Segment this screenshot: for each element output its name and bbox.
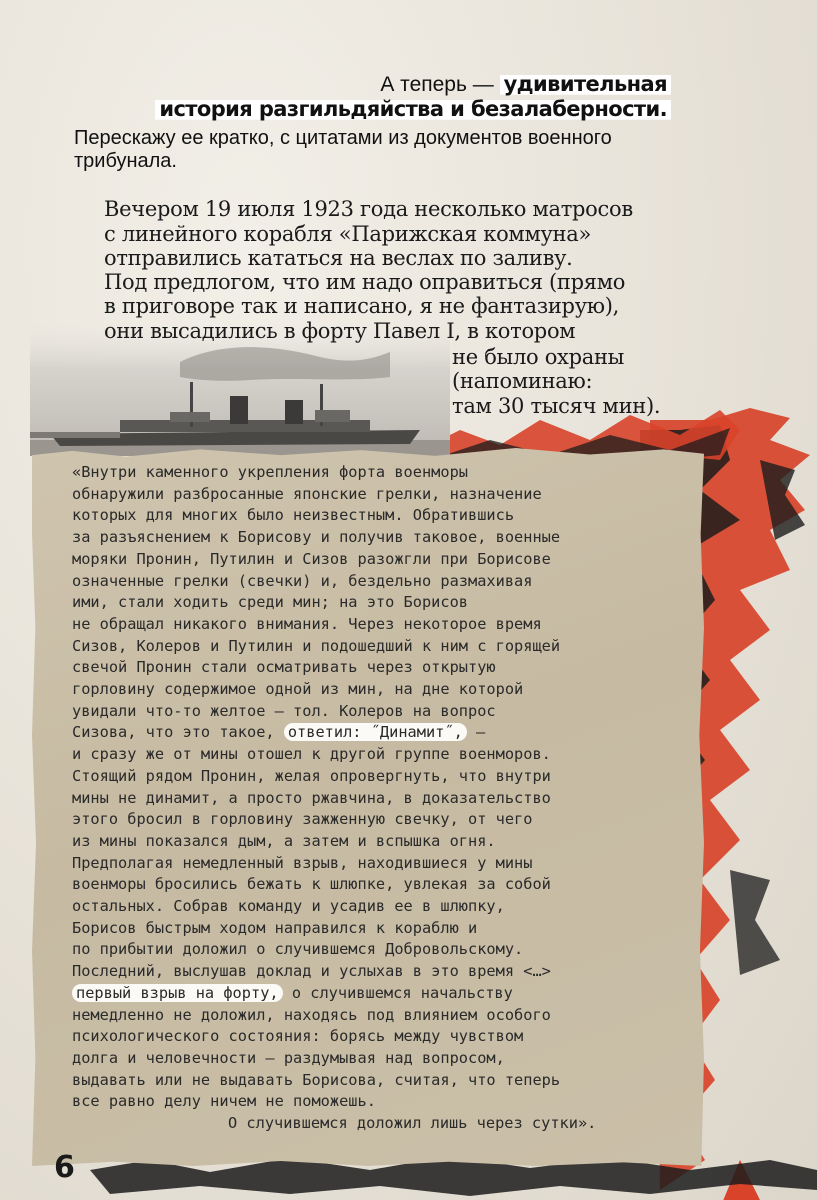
quote-line: этого бросил в горловину зажженную свечку, от чего [72,810,533,829]
excerpt-line: отправились кататься на веслах по заливу. [104,246,573,270]
page-number: 6 [54,1150,75,1185]
quote-fragment: о случившемся начальству [282,983,513,1002]
quote-line: выдавать или не выдавать Борисова, считая, что теперь [72,1070,561,1089]
quote-line: Борисов быстрым ходом направился к кораблю и [72,918,478,937]
quote-line: военморы бросились бежать к шлюпке, увлекая за собой [72,875,551,894]
quote-line: моряки Пронин, Путилин и Сизов разожгли при Борисове [72,549,551,568]
intro-prefix: А теперь — [380,73,500,96]
quote-line: «Внутри каменного укрепления форта военморы [72,463,469,481]
quote-line: за разъяснением к Борисову и получив таковое, военные [72,528,561,547]
quote-line: все равно делу ничем не поможешь. [72,1092,376,1111]
quote-line: горловину содержимое одной из мин, на дне которой [72,680,524,699]
excerpt-line: они высадились в форту Павел I, в котором [104,319,576,343]
quote-line: свечой Пронин стали осматривать через открытую [72,658,496,677]
quote-line: остальных. Собрав команду и усадив ее в шлюпку, [72,897,505,916]
quote-fragment: — [466,723,486,742]
quote-line: О случившемся доложил лишь через сутки». [228,1114,597,1133]
quote-line: из мины показался дым, а затем и вспышка огня. [72,831,496,850]
quote-line: и сразу же от мины отошел к другой группе военморов. [72,745,551,764]
quote-line: которых для многих было неизвестным. Обратившись [72,506,515,525]
quote-line [72,983,712,1005]
excerpt-line: там 30 тысяч мин). [452,394,661,418]
highlight-dynamite-reply: ответил: ˝Динамит˝, [284,723,467,741]
quote-line: увидали что-то желтое — тол. Колеров на вопрос [72,701,496,720]
excerpt-line: Вечером 19 июля 1923 года несколько матросов [104,197,633,221]
intro-highlight-1: удивительная [500,72,671,96]
intro-heading-line-2 [155,97,671,122]
quote-line: Предполагая немедленный взрыв, находившиеся у мины [72,853,533,872]
quote-line: по прибытии доложил о случившемся Добровольскому. [72,940,524,959]
quote-line: долга и человечности — раздумывая над вопросом, [72,1048,505,1067]
intro-paragraph: Перескажу ее кратко, с цитатами из документов военного трибунала. [74,127,612,172]
quote-line: мины не динамит, а просто ржавчина, в доказательство [72,788,551,807]
intro-highlight-2: история разгильдяйства и безалаберности. [155,97,671,121]
quote-line: не обращал никакого внимания. Через некоторое время [72,614,542,633]
excerpt-line: не было охраны [452,345,625,369]
quote-line: Сизов, Колеров и Путилин и подошедший к ним с горящей [72,636,561,655]
quote-line: Стоящий рядом Пронин, желая опровергнуть, что внутри [72,766,551,785]
quote-line: обнаружили разбросанные японские грелки, назначение [72,484,542,503]
quote-fragment: Сизова, что это такое, [72,723,275,742]
quote-line: означенные грелки (свечки) и, бездельно размахивая [72,571,533,590]
highlight-first-explosion: первый взрыв на форту, [72,984,283,1002]
intro-heading-line-1 [380,72,671,97]
quote-line: психологического состояния: борясь между чувством [72,1027,524,1046]
tribunal-document-text [72,462,712,1135]
excerpt-line: Под предлогом, что им надо оправиться (прямо [104,270,626,294]
quote-line: Последний, выслушав доклад и услыхав в это время <…> [72,962,551,981]
quote-line: ими, стали ходить среди мин; на это Борисов [72,593,469,612]
excerpt-line: в приговоре так и написано, я не фантазирую), [104,294,619,318]
excerpt-line: с линейного корабля «Парижская коммуна» [104,222,592,246]
excerpt-line: (напоминаю: [452,369,593,393]
quote-line: немедленно не доложил, находясь под влиянием особого [72,1005,551,1024]
quote-line [72,722,712,744]
